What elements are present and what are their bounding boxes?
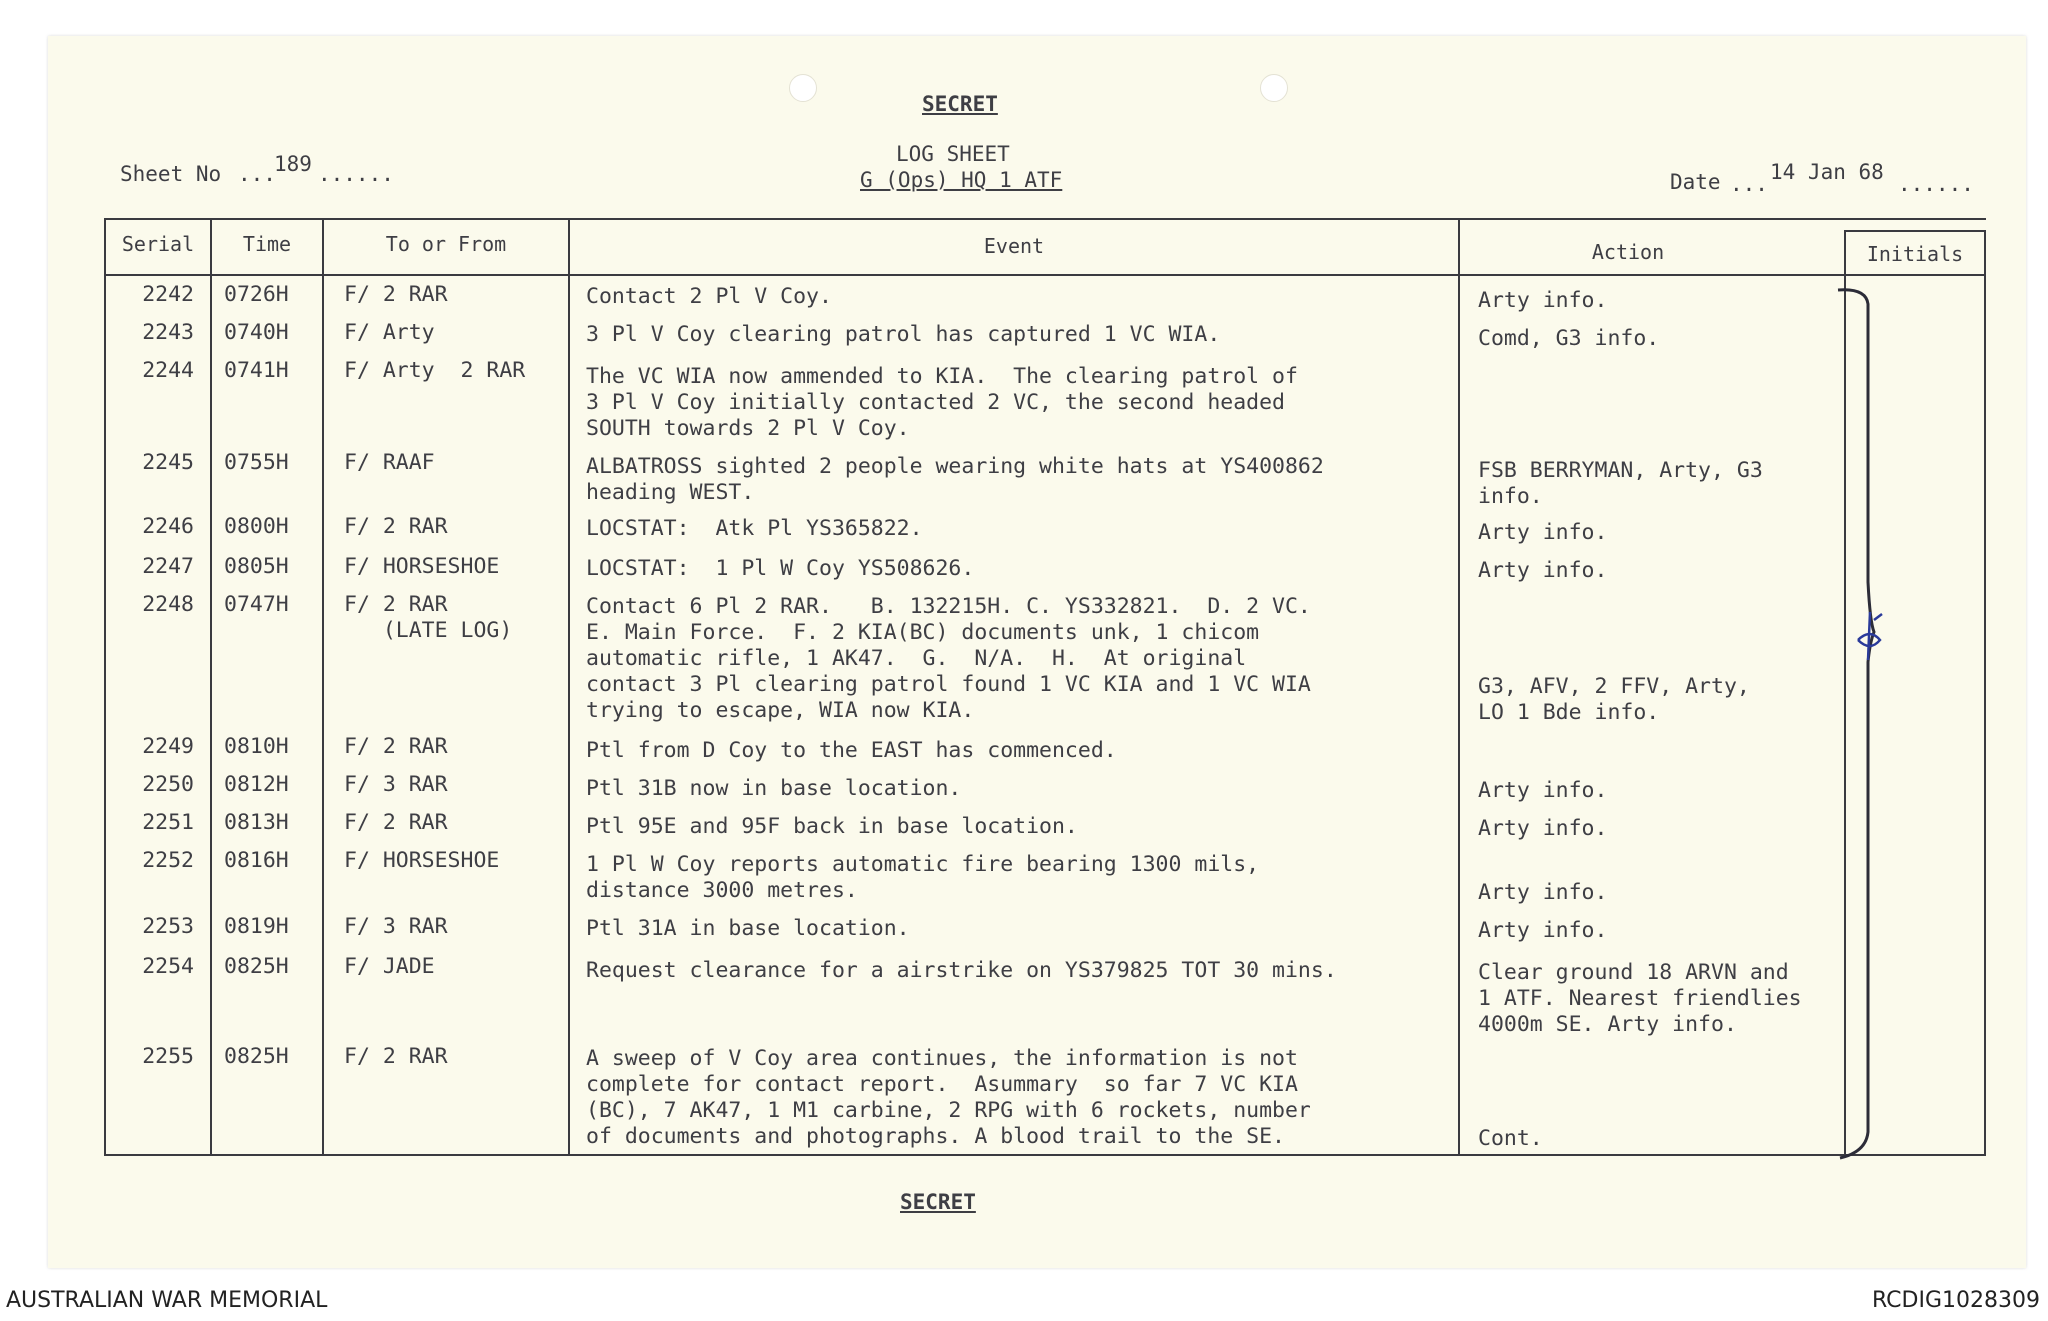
initials-bracket <box>1836 282 1896 1172</box>
to-from-cell: F/ HORSESHOE <box>344 554 500 579</box>
classification-top: SECRET <box>922 92 998 116</box>
event-cell: Contact 6 Pl 2 RAR. B. 132215H. C. YS332821. D. 2 VC. E. Main Force. F. 2 KIA(BC) documents unk, 1 chicom automatic rifle, 1 AK47. G. N/A. H. At original contact 3 Pl clearing patrol found 1 VC KIA and 1 VC WIA trying to escape, WIA now KIA. <box>586 594 1311 723</box>
event-cell: LOCSTAT: 1 Pl W Coy YS508626. <box>586 556 975 581</box>
punch-hole-left <box>789 74 817 102</box>
action-cell: Arty info. <box>1478 918 1608 943</box>
sheet-dots-trail: ...... <box>318 162 394 186</box>
serial-cell: 2246 <box>142 514 194 539</box>
log-sheet-title: LOG SHEET <box>896 142 1010 166</box>
to-from-cell: F/ 2 RAR (LATE LOG) <box>344 592 513 643</box>
event-cell: Ptl 95E and 95F back in base location. <box>586 814 1078 839</box>
time-cell: 0819H <box>224 914 289 939</box>
action-cell: Arty info. <box>1478 288 1608 313</box>
punch-hole-right <box>1260 74 1288 102</box>
date-dots: ... <box>1730 172 1768 196</box>
col-header-action: Action <box>1591 240 1665 264</box>
action-cell: Arty info. <box>1478 558 1608 583</box>
serial-cell: 2254 <box>142 954 194 979</box>
unit-title: G (Ops) HQ 1 ATF <box>860 168 1063 192</box>
time-cell: 0825H <box>224 1044 289 1069</box>
serial-cell: 2249 <box>142 734 194 759</box>
sheet-label: Sheet No <box>120 162 222 186</box>
serial-cell: 2242 <box>142 282 194 307</box>
col-header-serial: Serial <box>121 232 195 256</box>
action-cell: Arty info. <box>1478 880 1608 905</box>
serial-cell: 2243 <box>142 320 194 345</box>
time-cell: 0740H <box>224 320 289 345</box>
action-cell: Arty info. <box>1478 778 1608 803</box>
to-from-cell: F/ 2 RAR <box>344 514 448 539</box>
action-cell: Cont. <box>1478 1126 1543 1151</box>
event-cell: Request clearance for a airstrike on YS379825 TOT 30 mins. <box>586 958 1337 983</box>
to-from-cell: F/ 2 RAR <box>344 810 448 835</box>
event-cell: Ptl 31B now in base location. <box>586 776 962 801</box>
to-from-cell: F/ Arty 2 RAR <box>344 358 526 383</box>
to-from-cell: F/ 2 RAR <box>344 282 448 307</box>
action-cell: FSB BERRYMAN, Arty, G3 info. <box>1478 458 1763 509</box>
serial-cell: 2245 <box>142 450 194 475</box>
event-cell: The VC WIA now ammended to KIA. The clearing patrol of 3 Pl V Coy initially contacted 2 VC, the second headed SOUTH towards 2 Pl V Coy. <box>586 364 1298 441</box>
col-header-event: Event <box>983 234 1045 258</box>
date-dots-trail: ...... <box>1898 172 1974 196</box>
to-from-cell: F/ Arty <box>344 320 435 345</box>
event-cell: A sweep of V Coy area continues, the information is not complete for contact report. Asummary so far 7 VC KIA (BC), 7 AK47, 1 M1 carbine, 2 RPG with 6 rockets, number of documents and photographs. A blood trail to the SE. <box>586 1046 1311 1149</box>
action-cell: Arty info. <box>1478 816 1608 841</box>
event-cell: ALBATROSS sighted 2 people wearing white hats at YS400862 heading WEST. <box>586 454 1324 505</box>
time-cell: 0812H <box>224 772 289 797</box>
action-cell: G3, AFV, 2 FFV, Arty, LO 1 Bde info. <box>1478 674 1750 725</box>
time-cell: 0755H <box>224 450 289 475</box>
time-cell: 0805H <box>224 554 289 579</box>
time-cell: 0825H <box>224 954 289 979</box>
serial-cell: 2251 <box>142 810 194 835</box>
action-cell: Comd, G3 info. <box>1478 326 1660 351</box>
date-label: Date <box>1670 170 1721 194</box>
sheet-dots: ... <box>238 162 276 186</box>
serial-cell: 2252 <box>142 848 194 873</box>
sheet-number: 189 <box>274 152 312 176</box>
to-from-cell: F/ 3 RAR <box>344 772 448 797</box>
serial-cell: 2247 <box>142 554 194 579</box>
serial-cell: 2255 <box>142 1044 194 1069</box>
to-from-cell: F/ 2 RAR <box>344 1044 448 1069</box>
event-cell: LOCSTAT: Atk Pl YS365822. <box>586 516 923 541</box>
event-cell: 3 Pl V Coy clearing patrol has captured 1 VC WIA. <box>586 322 1221 347</box>
event-cell: 1 Pl W Coy reports automatic fire bearing 1300 mils, distance 3000 metres. <box>586 852 1260 903</box>
serial-cell: 2244 <box>142 358 194 383</box>
to-from-cell: F/ HORSESHOE <box>344 848 500 873</box>
col-header-to-from: To or From <box>385 232 507 256</box>
time-cell: 0800H <box>224 514 289 539</box>
time-cell: 0726H <box>224 282 289 307</box>
to-from-cell: F/ JADE <box>344 954 435 979</box>
event-cell: Contact 2 Pl V Coy. <box>586 284 832 309</box>
event-cell: Ptl from D Coy to the EAST has commenced. <box>586 738 1117 763</box>
initials-signature <box>1852 610 1888 664</box>
to-from-cell: F/ 3 RAR <box>344 914 448 939</box>
time-cell: 0816H <box>224 848 289 873</box>
serial-cell: 2250 <box>142 772 194 797</box>
classification-bottom: SECRET <box>900 1190 976 1214</box>
action-cell: Clear ground 18 ARVN and 1 ATF. Nearest friendlies 4000m SE. Arty info. <box>1478 960 1802 1037</box>
serial-cell: 2248 <box>142 592 194 617</box>
time-cell: 0741H <box>224 358 289 383</box>
time-cell: 0747H <box>224 592 289 617</box>
time-cell: 0810H <box>224 734 289 759</box>
to-from-cell: F/ RAAF <box>344 450 435 475</box>
to-from-cell: F/ 2 RAR <box>344 734 448 759</box>
col-header-time: Time <box>242 232 292 256</box>
col-header-initials: Initials <box>1866 242 1964 266</box>
serial-cell: 2253 <box>142 914 194 939</box>
time-cell: 0813H <box>224 810 289 835</box>
footer-left: AUSTRALIAN WAR MEMORIAL <box>6 1288 328 1313</box>
footer-right: RCDIG1028309 <box>1871 1288 2040 1313</box>
action-cell: Arty info. <box>1478 520 1608 545</box>
event-cell: Ptl 31A in base location. <box>586 916 910 941</box>
date-value: 14 Jan 68 <box>1770 160 1884 184</box>
